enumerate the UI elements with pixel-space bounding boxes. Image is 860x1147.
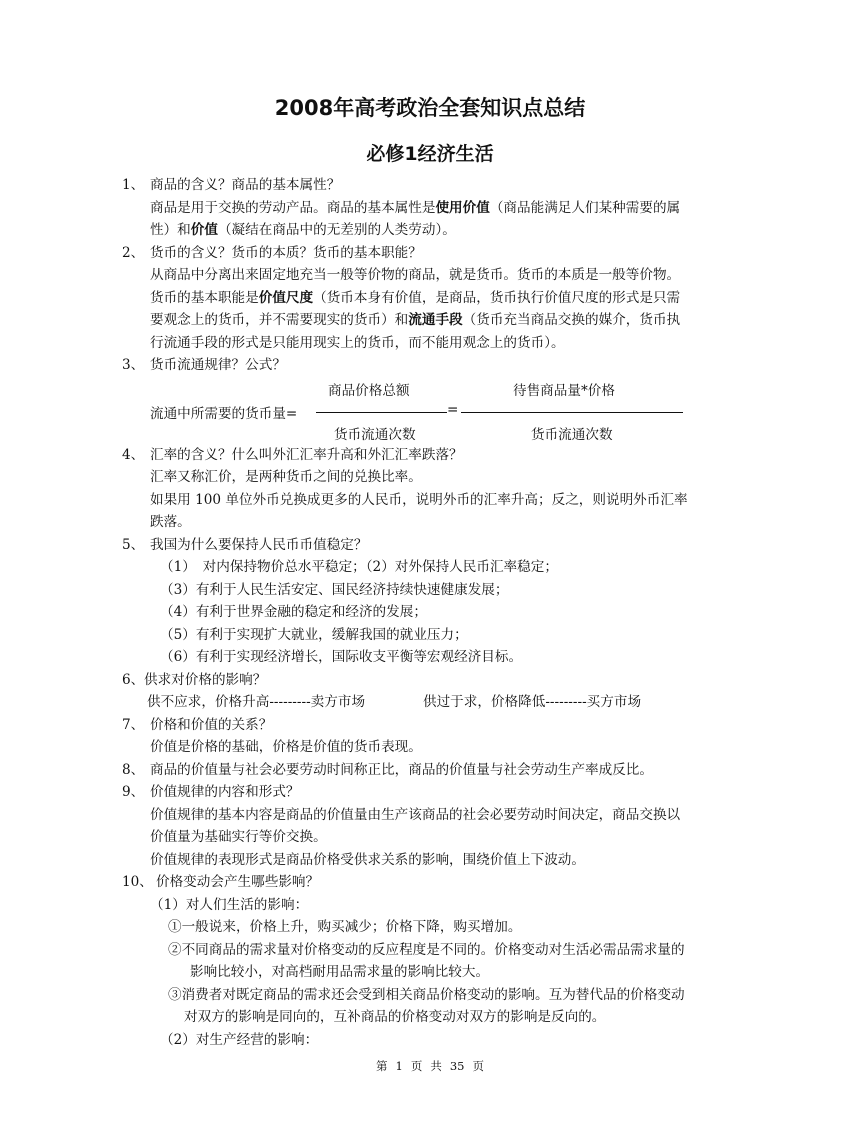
list-item-text: （4）有利于世界金融的稳定和经济的发展； [160,604,427,620]
list-item [0,601,860,624]
answer-text: 影响比较小，对高档耐用品需求量的影响比较大。 [190,964,490,980]
page-number: 1 [395,1059,403,1073]
answer-line [0,691,860,714]
answer-line [0,466,860,489]
sub-heading [0,894,860,917]
answer-text: 性）和 [150,222,191,238]
answer-text: 价值是价格的基础，价格是价值的货币表现。 [150,739,422,755]
question-number: 8、 [122,761,145,778]
answer-text: ②不同商品的需求量对价格变动的反应程度是不同的。价格变动对生活必需品需求量的 [168,941,685,958]
question-text: 商品的价值量与社会必要劳动时间称正比，商品的价值量与社会劳动生产率成反比。 [150,761,653,778]
answer-text: 汇率又称汇价，是两种货币之间的兑换比率。 [150,469,422,485]
formula-denominator: 货币流通次数 [531,426,613,443]
answer-text: ③消费者对既定商品的需求还会受到相关商品价格变动的影响。互为替代品的价格变动 [168,986,685,1003]
footer-text: 共 [430,1059,442,1073]
list-item [0,556,860,579]
list-item-text: （6）有利于实现经济增长，国际收支平衡等宏观经济目标。 [160,649,523,665]
answer-text: 从商品中分离出来固定地充当一般等价物的商品，就是货币。货币的本质是一般等价物。 [150,267,681,283]
question-text: 货币流通规律？公式？ [150,357,286,373]
bold-term: 价值 [190,222,218,238]
question-text: 货币的含义？货币的本质？货币的基本职能？ [150,244,422,261]
question-number: 4、 [122,446,145,463]
fraction-bar [316,412,447,413]
question-text: 价格和价值的关系？ [150,716,273,733]
answer-line [0,489,860,512]
formula-equals: = [447,401,459,418]
answer-line [0,939,860,962]
list-item-text: （3）有利于人民生活安定、国民经济持续快速健康发展； [160,581,509,598]
question-number: 7、 [122,716,145,733]
answer-line [0,197,860,220]
question-number: 2、 [122,244,145,261]
question-line [0,759,860,782]
answer-text: （凝结在商品中的无差别的人类劳动）。 [217,222,456,238]
footer-text: 第 [376,1059,388,1073]
question-text: 价格变动会产生哪些影响？ [156,874,320,890]
document-subtitle: 必修1经济生活 [366,143,494,165]
formula-numerator: 待售商品量*价格 [513,382,615,399]
answer-line [0,511,860,534]
answer-line [0,916,860,939]
question-number: 9、 [122,784,145,800]
answer-line [0,219,860,242]
answer-text: 供不应求，价格升高---------卖方市场 [147,694,366,710]
footer-text: 页 [410,1059,423,1073]
answer-text: （货币充当商品交换的媒介，货币执 [462,312,681,328]
fraction-bar [461,412,683,413]
answer-text: 货币的基本职能是 [150,289,259,306]
question-line [0,714,860,737]
answer-text: 价值量为基础实行等价交换。 [150,829,327,845]
answer-line [0,264,860,287]
answer-line [0,332,860,355]
footer-text: 页 [472,1059,484,1073]
answer-line [0,1006,860,1029]
answer-text: 跌落。 [150,514,191,530]
question-line [0,354,860,377]
formula-label: 流通中所需要的货币量= [150,405,298,422]
answer-text: 商品是用于交换的劳动产品。商品的基本属性是 [150,199,436,216]
question-text: 商品的含义？商品的基本属性？ [150,177,341,193]
list-item-text: （5）有利于实现扩大就业，缓解我国的就业压力； [160,626,468,643]
page-footer [0,1058,860,1074]
bold-term: 流通手段 [408,312,463,328]
question-number: 1、 [122,177,145,193]
answer-line [0,287,860,310]
answer-text: 价值规律的基本内容是商品的价值量由生产该商品的社会必要劳动时间决定，商品交换以 [150,806,681,823]
question-text: 汇率的含义？什么叫外汇汇率升高和外汇汇率跌落？ [150,446,463,463]
formula [0,377,860,444]
list-item [0,579,860,602]
question-number: 3、 [122,357,145,373]
question-line [0,174,860,197]
question-line [0,534,860,557]
answer-line [0,826,860,849]
question-text: 我国为什么要保持人民币币值稳定？ [150,536,368,553]
list-item-text: （1） 对内保持物价总水平稳定；（2）对外保持人民币汇率稳定； [160,559,558,575]
question-line [0,242,860,265]
sub-heading-text: （1）对人们生活的影响： [150,896,309,913]
question-text: 价值规律的内容和形式？ [150,784,300,800]
answer-line [0,849,860,872]
answer-text: 如果用 100 单位外币兑换成更多的人民币，说明外币的汇率升高；反之，则说明外币汇率 [150,491,688,508]
answer-line [0,736,860,759]
answer-text: （商品能满足人们某种需要的属 [489,199,681,216]
document-body [0,174,860,1051]
sub-heading [0,1029,860,1052]
answer-line [0,309,860,332]
sub-heading-text: （2）对生产经营的影响： [160,1031,319,1048]
question-number: 6、 [122,671,145,688]
question-line [0,781,860,804]
document-title: 2008年高考政治全套知识点总结 [274,96,586,120]
answer-text: 要观念上的货币，并不需要现实的货币）和 [150,312,409,328]
formula-denominator: 货币流通次数 [334,426,416,443]
question-number: 5、 [122,536,145,553]
bold-term: 价值尺度 [258,289,314,306]
answer-text: 供过于求，价格降低---------买方市场 [423,694,642,710]
list-item [0,624,860,647]
bold-term: 使用价值 [435,199,490,216]
question-text: 供求对价格的影响？ [144,671,267,688]
answer-line [0,961,860,984]
question-number: 10、 [122,874,153,890]
question-line [0,669,860,692]
list-item [0,646,860,669]
answer-line [0,984,860,1007]
answer-text: 价值规律的表现形式是商品价格受供求关系的影响，围绕价值上下波动。 [150,851,585,868]
formula-numerator: 商品价格总额 [328,382,410,399]
total-pages: 35 [449,1059,465,1073]
question-line [0,444,860,467]
question-line [0,871,860,894]
answer-text: 行流通手段的形式是只能用现实上的货币，而不能用观念上的货币）。 [150,334,565,351]
answer-text: （货币本身有价值，是商品，货币执行价值尺度的形式是只需 [313,289,681,306]
answer-line [0,804,860,827]
answer-text: 对双方的影响是同向的，互补商品的价格变动对双方的影响是反向的。 [184,1009,606,1025]
answer-text: ①一般说来，价格上升，购买减少；价格下降，购买增加。 [168,919,522,935]
